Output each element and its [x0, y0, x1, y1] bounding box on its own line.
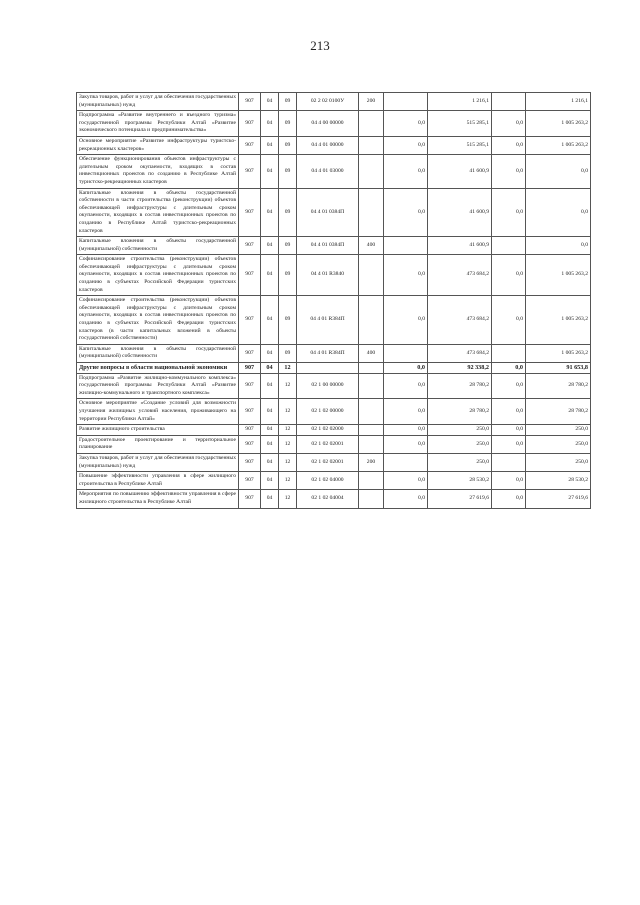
amount-4-cell: 250,0: [526, 453, 591, 471]
amount-3-cell: 0,0: [492, 296, 526, 345]
expense-type-cell: 400: [359, 237, 384, 255]
target-article-cell: 04 4 01 00000: [297, 136, 359, 154]
expense-type-cell: [359, 373, 384, 399]
target-article-cell: 02 1 02 02001: [297, 435, 359, 453]
amount-4-cell: 1 005 263,2: [526, 344, 591, 362]
ministry-code-cell: 907: [239, 136, 261, 154]
subsection-code-cell: 12: [279, 490, 297, 508]
page-number: 213: [310, 38, 330, 53]
amount-1-cell: 0,0: [384, 363, 428, 374]
target-article-cell: 04 4 01 0384П: [297, 188, 359, 237]
amount-4-cell: 1 216,1: [526, 93, 591, 111]
subsection-code-cell: 09: [279, 136, 297, 154]
subsection-code-cell: 12: [279, 453, 297, 471]
row-name-cell: Градостроительное проектирование и территориальное планирование: [77, 435, 239, 453]
table-row: [77, 425, 591, 436]
amount-4-cell: 91 653,8: [526, 363, 591, 374]
target-article-cell: 04 4 01 0384П: [297, 237, 359, 255]
expense-type-cell: [359, 399, 384, 425]
budget-table-body: [77, 93, 591, 509]
row-name-cell: Другие вопросы в области национальной экономики: [77, 363, 239, 374]
ministry-code-cell: 907: [239, 490, 261, 508]
amount-4-cell: 1 005 263,2: [526, 255, 591, 296]
amount-1-cell: 0,0: [384, 188, 428, 237]
row-name-cell: Подпрограмма «Развитие внутреннего и въездного туризма» государственной программы Республики Алтай «Развитие экономического потенциала и предпринимательства»: [77, 111, 239, 137]
amount-2-cell: 41 600,9: [428, 188, 492, 237]
row-name-cell: Закупка товаров, работ и услуг для обеспечения государственных (муниципальных) нужд: [77, 93, 239, 111]
expense-type-cell: [359, 111, 384, 137]
amount-4-cell: 0,0: [526, 188, 591, 237]
section-code-cell: 04: [261, 472, 279, 490]
amount-3-cell: 0,0: [492, 363, 526, 374]
target-article-cell: 04 4 00 00000: [297, 111, 359, 137]
table-row: [77, 363, 591, 374]
ministry-code-cell: 907: [239, 188, 261, 237]
section-code-cell: 04: [261, 93, 279, 111]
amount-2-cell: 515 285,1: [428, 111, 492, 137]
table-row: [77, 188, 591, 237]
amount-3-cell: 0,0: [492, 255, 526, 296]
subsection-code-cell: 12: [279, 363, 297, 374]
amount-1-cell: 0,0: [384, 425, 428, 436]
amount-2-cell: 28 780,2: [428, 373, 492, 399]
expense-type-cell: [359, 155, 384, 188]
subsection-code-cell: 09: [279, 296, 297, 345]
amount-1-cell: 0,0: [384, 136, 428, 154]
table-row: [77, 93, 591, 111]
subsection-code-cell: 09: [279, 237, 297, 255]
amount-1-cell: [384, 453, 428, 471]
expense-type-cell: [359, 255, 384, 296]
target-article-cell: 04 4 01 R384П: [297, 344, 359, 362]
amount-3-cell: 0,0: [492, 435, 526, 453]
target-article-cell: [297, 363, 359, 374]
ministry-code-cell: 907: [239, 93, 261, 111]
expense-type-cell: [359, 425, 384, 436]
section-code-cell: 04: [261, 490, 279, 508]
row-name-cell: Закупка товаров, работ и услуг для обеспечения государственных (муниципальных) нужд: [77, 453, 239, 471]
amount-3-cell: [492, 237, 526, 255]
amount-3-cell: 0,0: [492, 111, 526, 137]
subsection-code-cell: 09: [279, 93, 297, 111]
section-code-cell: 04: [261, 111, 279, 137]
subsection-code-cell: 09: [279, 155, 297, 188]
section-code-cell: 04: [261, 425, 279, 436]
amount-2-cell: 28 530,2: [428, 472, 492, 490]
subsection-code-cell: 12: [279, 435, 297, 453]
row-name-cell: Капитальные вложения в объекты государственной (муниципальной) собственности: [77, 344, 239, 362]
table-row: [77, 255, 591, 296]
ministry-code-cell: 907: [239, 399, 261, 425]
table-row: [77, 136, 591, 154]
row-name-cell: Основное мероприятие «Развитие инфраструктуры туристско-рекреационных кластеров»: [77, 136, 239, 154]
amount-3-cell: [492, 93, 526, 111]
amount-1-cell: 0,0: [384, 155, 428, 188]
amount-3-cell: 0,0: [492, 155, 526, 188]
table-row: [77, 399, 591, 425]
amount-1-cell: 0,0: [384, 296, 428, 345]
section-code-cell: 04: [261, 255, 279, 296]
section-code-cell: 04: [261, 363, 279, 374]
amount-3-cell: 0,0: [492, 136, 526, 154]
amount-4-cell: 1 005 263,2: [526, 296, 591, 345]
amount-1-cell: [384, 93, 428, 111]
amount-1-cell: 0,0: [384, 490, 428, 508]
expense-type-cell: 400: [359, 344, 384, 362]
target-article-cell: 04 4 01 R384П: [297, 296, 359, 345]
subsection-code-cell: 12: [279, 425, 297, 436]
amount-4-cell: 0,0: [526, 237, 591, 255]
amount-1-cell: [384, 344, 428, 362]
section-code-cell: 04: [261, 373, 279, 399]
amount-4-cell: 28 780,2: [526, 373, 591, 399]
row-name-cell: Обеспечение функционирования объектов инфраструктуры с длительным сроком окупаемости, входящих в состав инвестиционных проектов по созданию в Республике Алтай туристско-рекреационных кластеров: [77, 155, 239, 188]
amount-4-cell: 0,0: [526, 155, 591, 188]
amount-2-cell: 250,0: [428, 453, 492, 471]
ministry-code-cell: 907: [239, 155, 261, 188]
amount-3-cell: 0,0: [492, 399, 526, 425]
section-code-cell: 04: [261, 188, 279, 237]
ministry-code-cell: 907: [239, 425, 261, 436]
amount-3-cell: 0,0: [492, 472, 526, 490]
table-row: [77, 111, 591, 137]
ministry-code-cell: 907: [239, 237, 261, 255]
expense-type-cell: [359, 490, 384, 508]
ministry-code-cell: 907: [239, 453, 261, 471]
row-name-cell: Капитальные вложения в объекты государственной собственности в части строительства (реконструкции) объектов обеспечивающей инфраструктуры с длительным сроком окупаемости, входящих в состав инвестиционных проектов по созданию в Республике Алтай туристско-рекреационных кластеров: [77, 188, 239, 237]
amount-3-cell: 0,0: [492, 490, 526, 508]
amount-4-cell: 1 005 263,2: [526, 136, 591, 154]
amount-3-cell: 0,0: [492, 373, 526, 399]
ministry-code-cell: 907: [239, 111, 261, 137]
expense-type-cell: [359, 363, 384, 374]
ministry-code-cell: 907: [239, 373, 261, 399]
ministry-code-cell: 907: [239, 255, 261, 296]
ministry-code-cell: 907: [239, 344, 261, 362]
section-code-cell: 04: [261, 237, 279, 255]
amount-1-cell: [384, 237, 428, 255]
amount-2-cell: 92 338,2: [428, 363, 492, 374]
table-row: [77, 373, 591, 399]
amount-3-cell: 0,0: [492, 188, 526, 237]
table-row: [77, 453, 591, 471]
target-article-cell: 02 1 02 04000: [297, 472, 359, 490]
target-article-cell: 02 1 02 00000: [297, 399, 359, 425]
amount-4-cell: 27 619,6: [526, 490, 591, 508]
ministry-code-cell: 907: [239, 363, 261, 374]
amount-3-cell: 0,0: [492, 425, 526, 436]
amount-1-cell: 0,0: [384, 111, 428, 137]
target-article-cell: 02 1 02 04004: [297, 490, 359, 508]
row-name-cell: Основное мероприятие «Создание условий для возможности улучшения жилищных условий населения, проживающего на территории Республики Алтай»: [77, 399, 239, 425]
row-name-cell: Капитальные вложения в объекты государственной (муниципальной) собственности: [77, 237, 239, 255]
amount-3-cell: [492, 344, 526, 362]
target-article-cell: 02 1 02 02001: [297, 453, 359, 471]
row-name-cell: Софинансирование строительства (реконструкции) объектов обеспечивающей инфраструктуры с длительным сроком окупаемости, входящих в состав инвестиционных проектов по созданию в субъектах Российской Федерации туристских кластеров (в части капитальных вложений в объекты государственной собственности): [77, 296, 239, 345]
table-row: [77, 155, 591, 188]
expense-type-cell: [359, 296, 384, 345]
expense-type-cell: [359, 188, 384, 237]
row-name-cell: Подпрограмма «Развитие жилищно-коммунального комплекса» государственной программы Республики Алтай «Развитие жилищно-коммунального и транспортного комплекса»: [77, 373, 239, 399]
amount-1-cell: 0,0: [384, 472, 428, 490]
table-row: [77, 490, 591, 508]
amount-2-cell: 473 684,2: [428, 344, 492, 362]
subsection-code-cell: 09: [279, 255, 297, 296]
amount-4-cell: 28 780,2: [526, 399, 591, 425]
table-row: [77, 296, 591, 345]
row-name-cell: Софинансирование строительства (реконструкции) объектов обеспечивающей инфраструктуры с длительным сроком окупаемости, входящих в состав инвестиционных проектов по созданию в субъектах Российской Федерации туристских кластеров: [77, 255, 239, 296]
target-article-cell: 02 1 02 02000: [297, 425, 359, 436]
table-row: [77, 344, 591, 362]
amount-2-cell: 41 600,9: [428, 237, 492, 255]
ministry-code-cell: 907: [239, 435, 261, 453]
amount-4-cell: 1 005 263,2: [526, 111, 591, 137]
amount-2-cell: 250,0: [428, 425, 492, 436]
section-code-cell: 04: [261, 399, 279, 425]
subsection-code-cell: 12: [279, 399, 297, 425]
row-name-cell: Мероприятия по повышению эффективности управления в сфере жилищного строительства в Республике Алтай: [77, 490, 239, 508]
expense-type-cell: 200: [359, 453, 384, 471]
subsection-code-cell: 09: [279, 344, 297, 362]
target-article-cell: 02 1 00 00000: [297, 373, 359, 399]
section-code-cell: 04: [261, 296, 279, 345]
ministry-code-cell: 907: [239, 472, 261, 490]
amount-1-cell: 0,0: [384, 373, 428, 399]
target-article-cell: 02 2 02 0100У: [297, 93, 359, 111]
amount-2-cell: 28 780,2: [428, 399, 492, 425]
target-article-cell: 04 4 01 R3840: [297, 255, 359, 296]
subsection-code-cell: 12: [279, 373, 297, 399]
expense-type-cell: 200: [359, 93, 384, 111]
ministry-code-cell: 907: [239, 296, 261, 345]
table-row: [77, 472, 591, 490]
section-code-cell: 04: [261, 155, 279, 188]
amount-4-cell: 250,0: [526, 435, 591, 453]
amount-2-cell: 41 600,9: [428, 155, 492, 188]
expense-type-cell: [359, 136, 384, 154]
section-code-cell: 04: [261, 453, 279, 471]
amount-2-cell: 27 619,6: [428, 490, 492, 508]
amount-2-cell: 250,0: [428, 435, 492, 453]
table-row: [77, 237, 591, 255]
amount-4-cell: 28 530,2: [526, 472, 591, 490]
subsection-code-cell: 09: [279, 111, 297, 137]
subsection-code-cell: 12: [279, 472, 297, 490]
row-name-cell: Развитие жилищного строительства: [77, 425, 239, 436]
amount-1-cell: 0,0: [384, 255, 428, 296]
amount-3-cell: [492, 453, 526, 471]
section-code-cell: 04: [261, 136, 279, 154]
section-code-cell: 04: [261, 435, 279, 453]
amount-2-cell: 473 684,2: [428, 296, 492, 345]
amount-2-cell: 1 216,1: [428, 93, 492, 111]
expense-type-cell: [359, 435, 384, 453]
subsection-code-cell: 09: [279, 188, 297, 237]
amount-1-cell: 0,0: [384, 435, 428, 453]
row-name-cell: Повышение эффективности управления в сфере жилищного строительства в Республике Алтай: [77, 472, 239, 490]
budget-table: [76, 92, 591, 509]
amount-1-cell: 0,0: [384, 399, 428, 425]
table-row: [77, 435, 591, 453]
amount-2-cell: 515 285,1: [428, 136, 492, 154]
amount-4-cell: 250,0: [526, 425, 591, 436]
expense-type-cell: [359, 472, 384, 490]
section-code-cell: 04: [261, 344, 279, 362]
target-article-cell: 04 4 01 03000: [297, 155, 359, 188]
amount-2-cell: 473 684,2: [428, 255, 492, 296]
